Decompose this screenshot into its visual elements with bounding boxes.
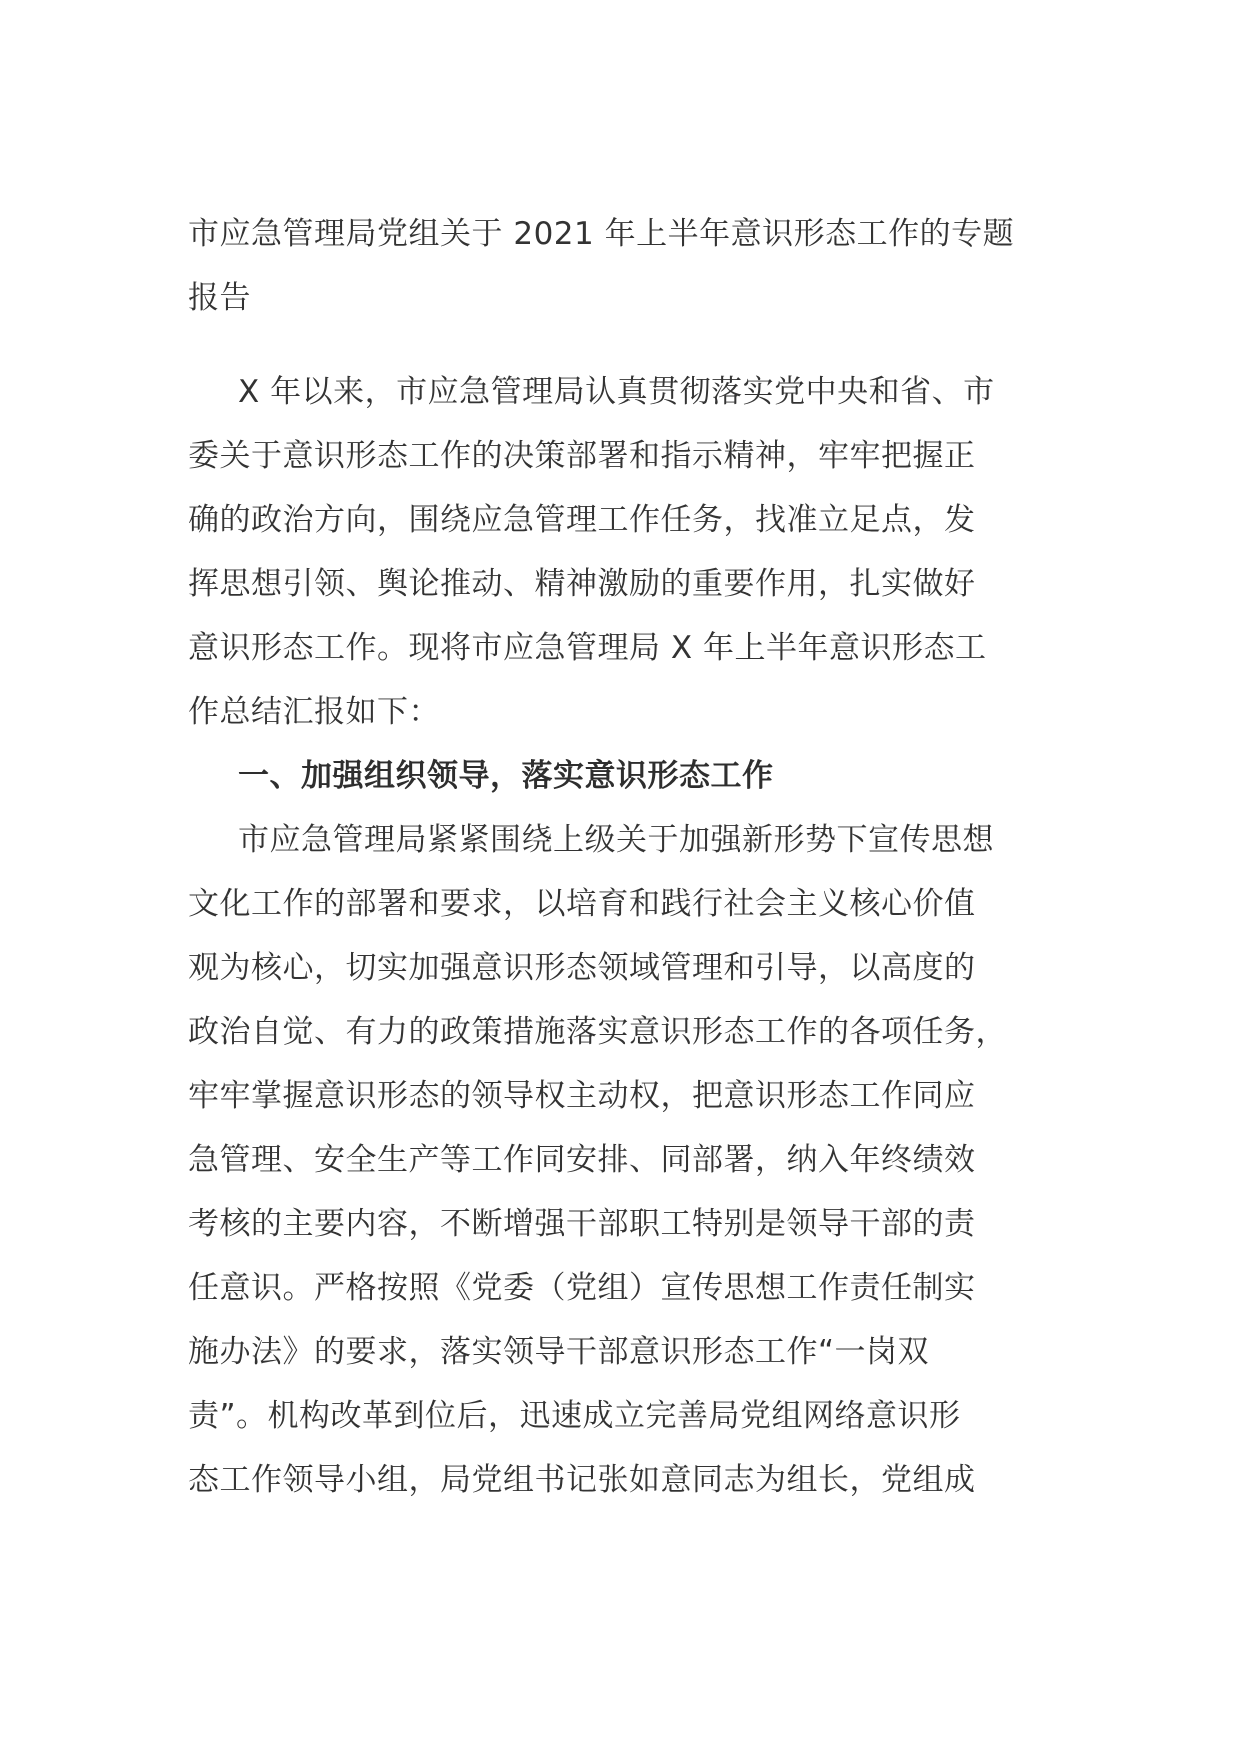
body-line: 作总结汇报如下： bbox=[188, 694, 440, 730]
body-line: 委关于意识形态工作的决策部署和指示精神，牢牢把握正 bbox=[188, 438, 976, 474]
body-line: 政治自觉、有力的政策措施落实意识形态工作的各项任务， bbox=[188, 1014, 1007, 1050]
body-line: 市应急管理局紧紧围绕上级关于加强新形势下宣传思想 bbox=[238, 822, 994, 858]
body-line: 考核的主要内容，不断增强干部职工特别是领导干部的责 bbox=[188, 1206, 976, 1242]
document-body bbox=[188, 360, 1060, 1512]
body-line: 任意识。严格按照《党委（党组）宣传思想工作责任制实 bbox=[188, 1270, 976, 1306]
body-line: 观为核心，切实加强意识形态领域管理和引导，以高度的 bbox=[188, 950, 976, 986]
body-line: 急管理、安全生产等工作同安排、同部署，纳入年终绩效 bbox=[188, 1142, 976, 1178]
body-line: 态工作领导小组，局党组书记张如意同志为组长，党组成 bbox=[188, 1462, 976, 1498]
body-line: 挥思想引领、舆论推动、精神激励的重要作用，扎实做好 bbox=[188, 566, 976, 602]
body-line: 牢牢掌握意识形态的领导权主动权，把意识形态工作同应 bbox=[188, 1078, 976, 1114]
body-line: 意识形态工作。现将市应急管理局 X 年上半年意识形态工 bbox=[188, 630, 987, 666]
section-heading: 一、加强组织领导，落实意识形态工作 bbox=[238, 758, 774, 794]
document-title bbox=[188, 202, 1060, 330]
body-line: 施办法》的要求，落实领导干部意识形态工作“一岗双 bbox=[188, 1334, 930, 1370]
body-line: 责”。机构改革到位后，迅速成立完善局党组网络意识形 bbox=[188, 1398, 961, 1434]
body-line: X 年以来，市应急管理局认真贯彻落实党中央和省、市 bbox=[238, 374, 995, 410]
body-line: 确的政治方向，围绕应急管理工作任务，找准立足点，发 bbox=[188, 502, 976, 538]
body-line: 文化工作的部署和要求，以培育和践行社会主义核心价值 bbox=[188, 886, 976, 922]
title-line: 报告 bbox=[188, 280, 251, 316]
title-line: 市应急管理局党组关于 2021 年上半年意识形态工作的专题 bbox=[188, 216, 1015, 252]
